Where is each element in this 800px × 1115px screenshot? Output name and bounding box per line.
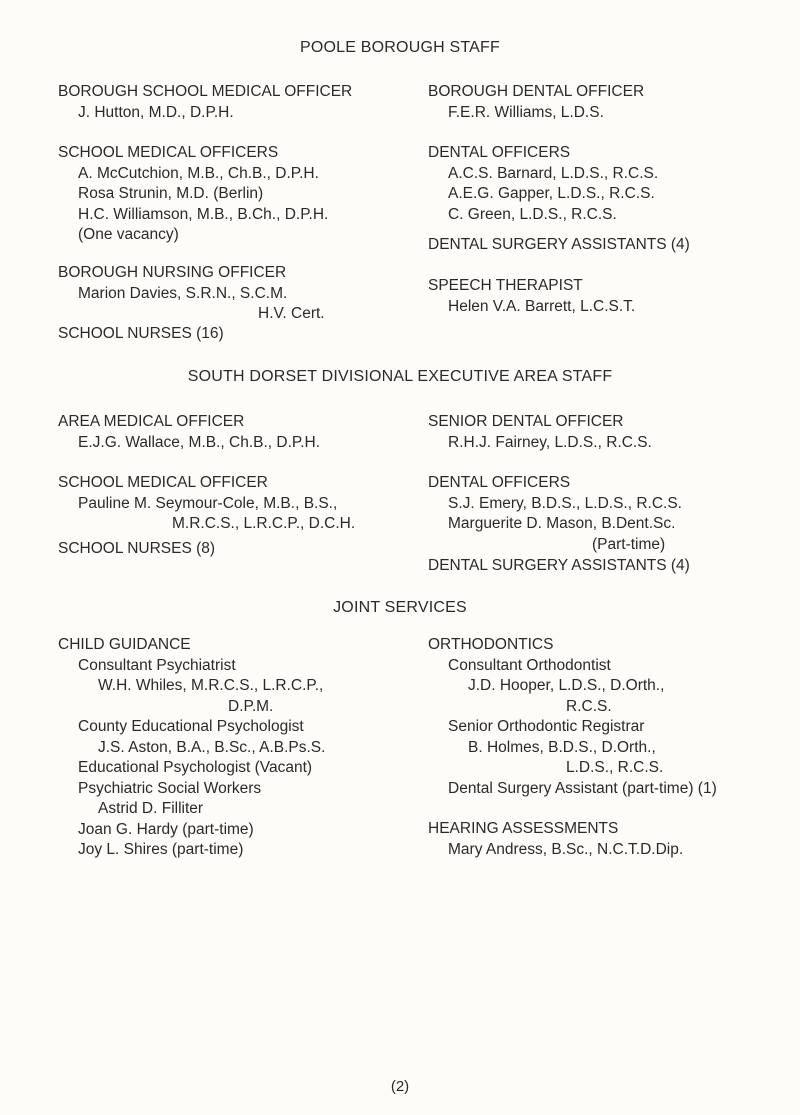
role: Dental Surgery Assistant (part-time) (1) [448, 779, 717, 797]
role: County Educational Psychologist [78, 718, 304, 735]
section-title-joint: JOINT SERVICES [333, 599, 467, 616]
sd-dental-surgery-assistants: DENTAL SURGERY ASSISTANTS (4) [428, 557, 690, 574]
name: Marion Davies, S.R.N., S.C.M. [78, 284, 288, 302]
heading: SPEECH THERAPIST [428, 277, 583, 294]
role: Educational Psychologist (Vacant) [78, 759, 313, 776]
name-cont: H.V. Cert. [258, 305, 325, 322]
name: A.C.S. Barnard, L.D.S., R.C.S. [448, 164, 659, 182]
heading: BOROUGH NURSING OFFICER [58, 264, 287, 281]
name-cont: M.R.C.S., L.R.C.P., D.C.H. [172, 515, 356, 532]
heading: SCHOOL MEDICAL OFFICER [58, 474, 268, 491]
poole-dental-surgery-assistants: DENTAL SURGERY ASSISTANTS (4) [428, 236, 690, 253]
name: F.E.R. Williams, L.D.S. [448, 103, 604, 121]
name: Mary Andress, B.Sc., N.C.T.D.Dip. [448, 840, 684, 858]
heading: SENIOR DENTAL OFFICER [428, 413, 624, 430]
page-number: (2) [390, 1078, 410, 1095]
name: Helen V.A. Barrett, L.C.S.T. [448, 297, 636, 315]
poole-nursing-officer [58, 263, 325, 325]
sd-dental-officers [428, 473, 682, 555]
poole-speech-therapist [428, 276, 635, 317]
sd-senior-dental-officer [428, 412, 652, 453]
heading: BOROUGH DENTAL OFFICER [428, 83, 645, 100]
name: H.C. Williamson, M.B., B.Ch., D.P.H. [78, 205, 329, 223]
heading: AREA MEDICAL OFFICER [58, 413, 245, 430]
heading: DENTAL OFFICERS [428, 474, 571, 491]
vacancy-note: (One vacancy) [78, 226, 179, 243]
poole-school-medical-officer [58, 82, 352, 123]
name: Marguerite D. Mason, B.Dent.Sc. [448, 515, 676, 532]
orthodontics [428, 635, 717, 799]
role: Consultant Psychiatrist [78, 656, 236, 674]
name: C. Green, L.D.S., R.C.S. [448, 205, 617, 223]
name: A.E.G. Gapper, L.D.S., R.C.S. [448, 185, 655, 202]
name: E.J.G. Wallace, M.B., Ch.B., D.P.H. [78, 433, 321, 451]
name: Joan G. Hardy (part-time) [78, 820, 254, 838]
section-title-south-dorset: SOUTH DORSET DIVISIONAL EXECUTIVE AREA STAFF [187, 368, 613, 385]
heading: SCHOOL MEDICAL OFFICERS [58, 144, 279, 161]
poole-dental-officer [428, 82, 644, 123]
poole-dental-officers [428, 143, 658, 225]
poole-school-medical-officers [58, 143, 328, 246]
name: R.H.J. Fairney, L.D.S., R.C.S. [448, 433, 652, 451]
name: Astrid D. Filliter [98, 800, 204, 817]
heading: CHILD GUIDANCE [58, 636, 191, 653]
child-guidance [58, 635, 325, 861]
name: B. Holmes, B.D.S., D.Orth., [468, 738, 656, 756]
sd-school-medical-officer [58, 473, 355, 535]
sd-school-nurses: SCHOOL NURSES (8) [58, 540, 216, 557]
name-cont: L.D.S., R.C.S. [566, 759, 664, 776]
role: Consultant Orthodontist [448, 656, 611, 674]
sd-area-medical-officer [58, 412, 320, 453]
name: Joy L. Shires (part-time) [78, 841, 244, 858]
heading: BOROUGH SCHOOL MEDICAL OFFICER [58, 83, 353, 100]
name: W.H. Whiles, M.R.C.S., L.R.C.P., [98, 677, 324, 694]
part-time-note: (Part-time) [592, 535, 666, 553]
name-cont: D.P.M. [228, 697, 274, 715]
name: S.J. Emery, B.D.S., L.D.S., R.C.S. [448, 494, 682, 512]
name: A. McCutchion, M.B., Ch.B., D.P.H. [78, 164, 319, 182]
poole-school-nurses: SCHOOL NURSES (16) [58, 325, 224, 342]
name: J.D. Hooper, L.D.S., D.Orth., [468, 677, 665, 694]
heading: ORTHODONTICS [428, 636, 554, 653]
role: Psychiatric Social Workers [78, 779, 262, 797]
name: J. Hutton, M.D., D.P.H. [78, 103, 234, 121]
name: J.S. Aston, B.A., B.Sc., A.B.Ps.S. [98, 738, 326, 756]
section-title-poole: POOLE BOROUGH STAFF [300, 39, 500, 56]
role: Senior Orthodontic Registrar [448, 718, 645, 735]
name-cont: R.C.S. [566, 697, 612, 715]
hearing-assessments [428, 819, 683, 860]
heading: DENTAL OFFICERS [428, 144, 571, 161]
name: Pauline M. Seymour-Cole, M.B., B.S., [78, 494, 338, 512]
name: Rosa Strunin, M.D. (Berlin) [78, 185, 264, 202]
heading: HEARING ASSESSMENTS [428, 820, 619, 837]
